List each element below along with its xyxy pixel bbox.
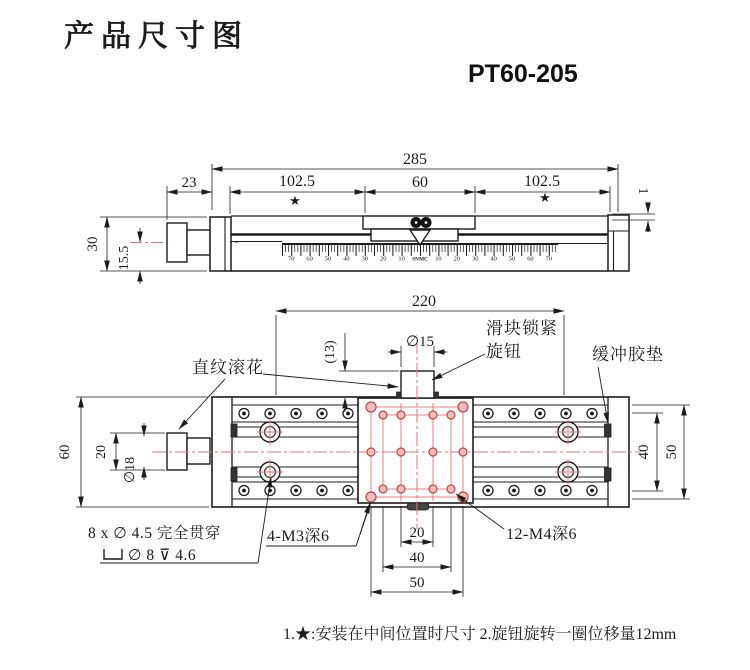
label-m3-holes: 4-M3深6 (267, 528, 330, 545)
dim-knob-length: 23 (181, 175, 197, 191)
buffer-pad-left-bottom (231, 468, 237, 481)
bottom-tab (407, 503, 429, 510)
slider-block (363, 216, 475, 245)
dim-knob-offset: (13) (323, 340, 338, 364)
m4-hole (447, 485, 455, 493)
ruler-label: 30 (472, 255, 479, 263)
dim-hole-span-40: 40 (409, 550, 425, 566)
m4-hole (367, 448, 375, 456)
m4-hole (429, 448, 437, 456)
ruler-label: 50 (324, 255, 332, 263)
star-right: ★ (539, 190, 551, 205)
page-title: 产品尺寸图 (64, 20, 249, 53)
ruler-label: 70 (288, 255, 295, 263)
m3-hole (366, 492, 376, 502)
m3-hole (458, 402, 468, 412)
model-number: PT60-205 (468, 60, 578, 88)
label-through-holes: 8 x ∅ 4.5 完全贯穿 (88, 525, 221, 542)
dim-knob-dia: ∅18 (123, 456, 138, 484)
ruler-label: 10 (435, 255, 442, 263)
m4-hole (397, 411, 405, 419)
dim-right-travel: 102.5 (524, 173, 560, 190)
label-knurl: 直纹滚花 (192, 358, 264, 377)
m4-hole (397, 485, 405, 493)
ruler-brand: SNMC (412, 256, 428, 263)
dim-lock-knob-dia: ∅15 (405, 334, 435, 350)
ruler-label: 30 (361, 255, 368, 263)
m4-hole (429, 485, 437, 493)
ruler-label: 40 (343, 255, 350, 263)
buffer-pad-left-top (231, 424, 237, 437)
star-left: ★ (289, 193, 301, 208)
knurl-leader-right (263, 374, 398, 387)
buffer-pad-right-bottom (605, 468, 612, 481)
dim-center-height: 15.5 (117, 245, 132, 271)
dim-platform-width: 60 (412, 174, 428, 191)
label-lock-knob-2: 旋钮 (486, 342, 522, 361)
ruler-labels (288, 256, 552, 263)
m4-hole (459, 448, 467, 456)
ruler-label: 20 (453, 255, 460, 263)
lock-knob-leader (432, 354, 485, 380)
dim-end-gap: 1 (635, 187, 650, 195)
label-lock-knob-1: 滑块锁紧 (486, 319, 558, 338)
dim-height: 30 (85, 236, 101, 252)
drawing-notes: 1.★:安装在中间位置时尺寸 2.旋钮旋转一圈位移量12mm (283, 626, 677, 643)
dim-hole-span-50: 50 (409, 575, 425, 591)
m4-hole (429, 411, 437, 419)
ruler-label: 20 (380, 255, 387, 263)
label-m4-holes: 12-M4深6 (506, 526, 578, 543)
dim-knob-width: 20 (94, 445, 109, 459)
dim-hole-outer: 50 (664, 444, 680, 460)
dim-body-width: 60 (57, 444, 73, 460)
dim-total-length: 285 (403, 151, 427, 168)
m4-hole (397, 448, 405, 456)
buffer-pad-right-top (605, 424, 612, 437)
side-left-knob (167, 223, 210, 262)
label-counterbore: ∅ 8 ⊽ 4.6 (128, 547, 197, 564)
ruler-label: 70 (545, 255, 552, 263)
label-buffer-pad: 缓冲胶垫 (592, 345, 664, 364)
counterbore-symbol-icon (104, 549, 122, 559)
dim-hole-rows: 40 (636, 444, 652, 460)
side-view (130, 215, 629, 271)
dim-base-length: 220 (412, 293, 436, 310)
ruler-label: 40 (490, 255, 497, 263)
ruler-label: 50 (508, 255, 516, 263)
m4-hole (379, 485, 387, 493)
dim-hole-span-20: 20 (409, 525, 425, 541)
m4-hole (379, 411, 387, 419)
side-right-end-block (608, 215, 629, 271)
m3-hole (366, 402, 376, 412)
ruler-label: 60 (527, 255, 534, 263)
ruler-label: 10 (398, 255, 405, 263)
dim-left-travel: 102.5 (279, 173, 315, 190)
side-left-end-block (210, 217, 231, 271)
ruler-label: 60 (306, 255, 313, 263)
m4-hole (447, 411, 455, 419)
